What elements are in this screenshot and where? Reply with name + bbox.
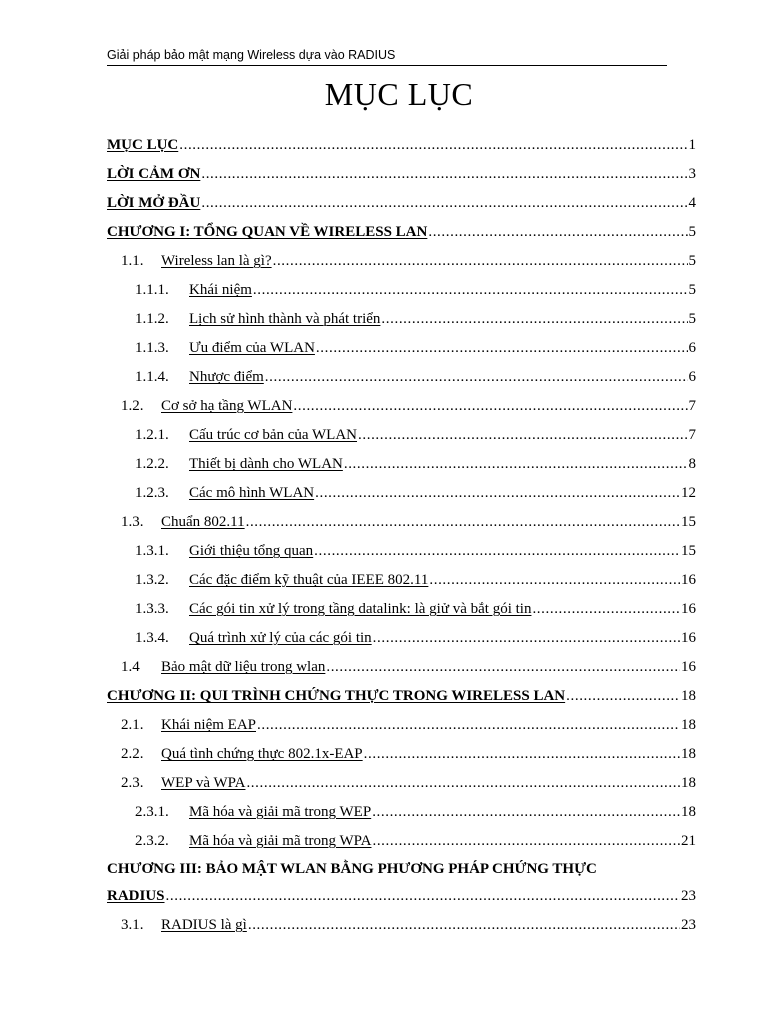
toc-entry-page: 18 [681, 717, 696, 733]
toc-entry[interactable] [107, 653, 696, 682]
dot-leader [372, 827, 680, 856]
toc-entry-label-continued[interactable]: RADIUS [107, 888, 165, 904]
toc-entry-label[interactable]: Các gói tin xử lý trong tầng datalink: là giử và bắt gói tin [189, 601, 532, 617]
toc-entry[interactable] [107, 711, 696, 740]
toc-entry[interactable] [107, 479, 696, 508]
toc-entry[interactable] [107, 911, 696, 940]
toc-entry-page: 15 [681, 514, 696, 530]
toc-entry-label[interactable]: Các mô hình WLAN [189, 485, 315, 501]
toc-entry[interactable] [107, 421, 696, 450]
toc-entry[interactable] [107, 856, 696, 911]
dot-leader [428, 218, 687, 247]
toc-entry[interactable] [107, 247, 696, 276]
toc-entry-label[interactable]: LỜI MỞ ĐẦU [107, 195, 201, 211]
dot-leader [373, 624, 680, 653]
toc-entry[interactable] [107, 363, 696, 392]
toc-entry-number: 2.2. [121, 746, 144, 762]
toc-entry-page: 23 [681, 917, 696, 933]
toc-entry[interactable] [107, 508, 696, 537]
toc-entry[interactable] [107, 218, 696, 247]
toc-entry-label[interactable]: Các đặc điểm kỹ thuật của IEEE 802.11 [189, 572, 429, 588]
toc-entry-page: 12 [681, 485, 696, 501]
toc-entry[interactable] [107, 537, 696, 566]
running-header-title: Giải pháp bảo mật mạng Wireless dựa vào RADIUS [107, 48, 396, 62]
toc-entry-number: 1.1.1. [135, 282, 169, 298]
toc-entry-label[interactable]: Khái niệm EAP [161, 717, 256, 733]
toc-entry-page: 23 [681, 888, 696, 904]
toc-entry-page: 15 [681, 543, 696, 559]
dot-leader [201, 160, 687, 189]
toc-entry-page: 16 [681, 630, 696, 646]
toc-entry-page: 4 [688, 195, 696, 211]
dot-leader [314, 537, 680, 566]
dot-leader [358, 421, 687, 450]
toc-entry-page: 6 [688, 340, 696, 356]
toc-entry-label[interactable]: MỤC LỤC [107, 137, 179, 153]
toc-entry-page: 1 [688, 137, 696, 153]
toc-entry-page: 3 [688, 166, 696, 182]
dot-leader [429, 566, 680, 595]
dot-leader [246, 508, 680, 537]
toc-entry-page: 5 [688, 311, 696, 327]
toc-entry-label[interactable]: LỜI CẢM ƠN [107, 166, 201, 182]
dot-leader [201, 189, 687, 218]
toc-entry[interactable] [107, 160, 696, 189]
toc-entry-number: 2.1. [121, 717, 144, 733]
toc-entry[interactable] [107, 827, 696, 856]
toc-entry-number: 1.1.2. [135, 311, 169, 327]
dot-leader [253, 276, 688, 305]
dot-leader [364, 740, 680, 769]
toc-entry-number: 3.1. [121, 917, 144, 933]
toc-entry[interactable] [107, 189, 696, 218]
toc-entry-number: 1.3.2. [135, 572, 169, 588]
toc-entry-number: 1.3. [121, 514, 144, 530]
toc-entry-label[interactable]: Quá tình chứng thực 802.1x-EAP [161, 746, 363, 762]
toc-entry-label[interactable]: Thiết bị dành cho WLAN [189, 456, 343, 472]
toc-entry-number: 1.3.1. [135, 543, 169, 559]
toc-entry-label[interactable]: Ưu điểm của WLAN [189, 340, 315, 356]
toc-entry[interactable] [107, 131, 696, 160]
toc-entry-page: 6 [688, 369, 696, 385]
toc-entry-page: 18 [681, 804, 696, 820]
toc-entry-label[interactable]: Wireless lan là gì? [161, 253, 272, 269]
dot-leader [315, 479, 680, 508]
page-title: MỤC LỤC [324, 76, 474, 112]
table-of-contents [107, 131, 696, 940]
toc-entry-label[interactable]: Lịch sử hình thành và phát triển [189, 311, 381, 327]
dot-leader [273, 247, 688, 276]
toc-entry-number: 1.2.3. [135, 485, 169, 501]
toc-entry[interactable] [107, 566, 696, 595]
toc-entry-label[interactable]: Quá trình xử lý của các gói tin [189, 630, 372, 646]
toc-entry-page: 7 [688, 427, 696, 443]
toc-entry-label[interactable]: Bảo mật dữ liệu trong wlan [161, 659, 326, 675]
dot-leader [293, 392, 687, 421]
toc-entry[interactable] [107, 305, 696, 334]
toc-entry-label[interactable]: WEP và WPA [161, 775, 246, 791]
toc-entry-label[interactable]: CHƯƠNG I: TỔNG QUAN VỀ WIRELESS LAN [107, 224, 428, 240]
dot-leader [566, 682, 680, 711]
toc-entry-page: 18 [681, 746, 696, 762]
toc-entry-label[interactable]: Khái niệm [189, 282, 252, 298]
dot-leader [381, 305, 687, 334]
toc-entry-page: 18 [681, 775, 696, 791]
toc-entry[interactable] [107, 595, 696, 624]
toc-entry-label[interactable]: Mã hóa và giải mã trong WEP [189, 804, 372, 820]
toc-entry-label[interactable]: Cơ sở hạ tầng WLAN [161, 398, 293, 414]
dot-leader [316, 334, 688, 363]
toc-entry-number: 2.3.2. [135, 833, 169, 849]
toc-entry-number: 1.2.2. [135, 456, 169, 472]
toc-entry-page: 21 [681, 833, 696, 849]
dot-leader [246, 769, 680, 798]
toc-entry[interactable] [107, 276, 696, 305]
toc-entry-number: 1.1.4. [135, 369, 169, 385]
dot-leader [248, 911, 680, 940]
toc-entry-number: 2.3.1. [135, 804, 169, 820]
toc-entry-page: 5 [688, 253, 696, 269]
toc-entry-number: 1.1. [121, 253, 144, 269]
dot-leader [326, 653, 680, 682]
dot-leader [257, 711, 680, 740]
toc-entry-label[interactable]: CHƯƠNG III: BẢO MẬT WLAN BẰNG PHƯƠNG PHÁP CHỨNG THỰC [107, 861, 597, 877]
dot-leader [166, 882, 680, 911]
toc-entry[interactable] [107, 769, 696, 798]
toc-entry-page: 18 [681, 688, 696, 704]
toc-entry-number: 1.2.1. [135, 427, 169, 443]
toc-entry-label[interactable]: Mã hóa và giải mã trong WPA [189, 833, 372, 849]
toc-entry-label[interactable]: RADIUS là gì [161, 917, 247, 933]
toc-entry[interactable] [107, 798, 696, 827]
dot-leader [372, 798, 680, 827]
toc-entry[interactable] [107, 624, 696, 653]
toc-entry-page: 5 [688, 224, 696, 240]
toc-entry-number: 1.4 [121, 659, 140, 675]
toc-entry-number: 1.1.3. [135, 340, 169, 356]
toc-entry-page: 16 [681, 659, 696, 675]
toc-entry-label[interactable]: CHƯƠNG II: QUI TRÌNH CHỨNG THỰC TRONG WIRELESS LAN [107, 688, 566, 704]
toc-entry-page: 7 [688, 398, 696, 414]
toc-entry-label[interactable]: Cấu trúc cơ bản của WLAN [189, 427, 358, 443]
toc-entry-page: 16 [681, 572, 696, 588]
toc-entry-label[interactable]: Chuẩn 802.11 [161, 514, 245, 530]
toc-entry[interactable] [107, 740, 696, 769]
toc-entry[interactable] [107, 392, 696, 421]
running-header [107, 47, 667, 66]
dot-leader [344, 450, 688, 479]
dot-leader [179, 131, 687, 160]
dot-leader [265, 363, 688, 392]
toc-entry[interactable] [107, 682, 696, 711]
toc-entry[interactable] [107, 450, 696, 479]
toc-entry[interactable] [107, 334, 696, 363]
toc-entry-label[interactable]: Nhược điểm [189, 369, 264, 385]
toc-entry-number: 2.3. [121, 775, 144, 791]
toc-entry-page: 5 [688, 282, 696, 298]
dot-leader [532, 595, 680, 624]
toc-entry-page: 16 [681, 601, 696, 617]
toc-entry-label[interactable]: Giới thiệu tổng quan [189, 543, 314, 559]
toc-entry-number: 1.2. [121, 398, 144, 414]
toc-entry-page: 8 [688, 456, 696, 472]
toc-entry-number: 1.3.4. [135, 630, 169, 646]
toc-entry-number: 1.3.3. [135, 601, 169, 617]
